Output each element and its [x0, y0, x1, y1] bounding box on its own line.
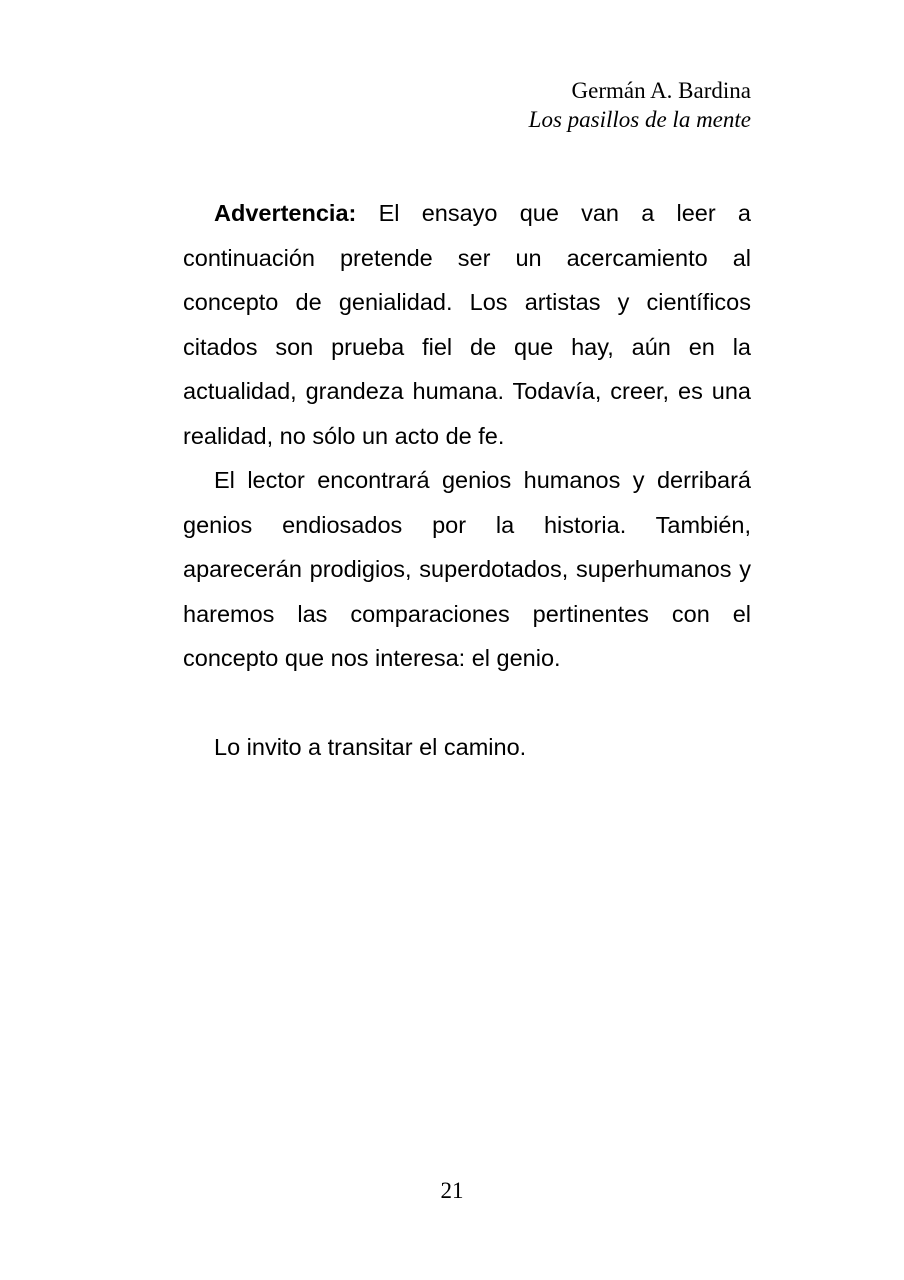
- body-text: [183, 191, 751, 770]
- header-book-title: Los pasillos de la mente: [528, 107, 751, 132]
- header-author: Germán A. Bardina: [571, 78, 751, 103]
- advertencia-text: El ensayo que van a leer a continuación pretende ser un acercamiento al concepto de genialidad. Los artistas y científicos citados son prueba fiel de que hay, aún en la actualidad, grandeza humana. Todavía, creer, es una realidad, no sólo un acto de fe.: [183, 200, 751, 449]
- paragraph-spacer: [183, 681, 751, 726]
- advertencia-label: Advertencia:: [214, 200, 357, 226]
- paragraph-invitacion: Lo invito a transitar el camino.: [214, 734, 527, 760]
- paragraph-lector: El lector encontrará genios humanos y derribará genios endiosados por la historia. También, aparecerán prodigios, superdotados, superhumanos y haremos las comparaciones pertinentes con el concepto que nos interesa: el genio.: [183, 467, 751, 671]
- page-number: 21: [440, 1178, 464, 1203]
- paragraph-advertencia: [183, 191, 751, 458]
- running-header: [529, 76, 751, 134]
